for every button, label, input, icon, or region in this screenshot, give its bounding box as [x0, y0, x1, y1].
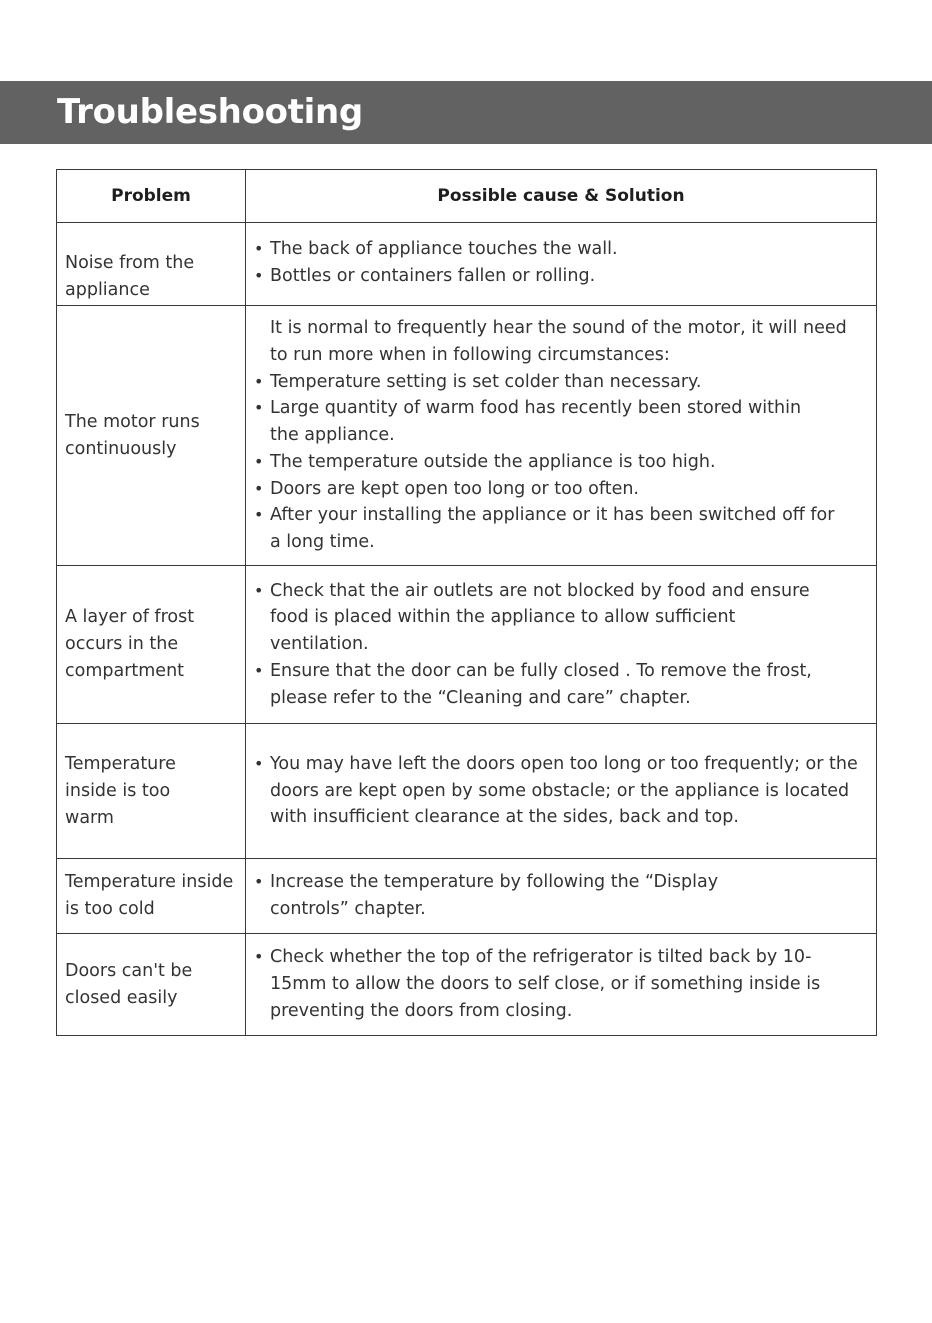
problem-cell	[57, 306, 246, 566]
table-row	[57, 223, 877, 306]
table-row	[57, 566, 877, 724]
solution-bullet: • Check whether the top of the refrigerator is tilted back by 10-15mm to allow the doors to self close, or if something inside is preventing the doors from closing.	[270, 944, 840, 1024]
problem-text: Doors can't be closed easily	[65, 960, 193, 1008]
table-row	[57, 306, 877, 566]
solution-bullet: • Ensure that the door can be fully closed . To remove the frost, please refer to the “Cleaning and care” chapter.	[270, 658, 870, 711]
problem-text: A layer of frost occurs in the compartment	[65, 607, 195, 681]
solution-bullet: • After your installing the appliance or it has been switched off for a long time.	[270, 502, 840, 555]
problem-text: Noise from the appliance	[65, 253, 195, 300]
page-title: Troubleshooting	[57, 92, 363, 132]
solution-cell	[246, 859, 877, 934]
solution-bullet: • Temperature setting is set colder than necessary.	[270, 369, 850, 396]
solution-bullet: • Large quantity of warm food has recently been stored within the appliance.	[270, 395, 810, 448]
troubleshooting-table	[56, 169, 877, 1036]
column-header-solution: Possible cause & Solution	[246, 170, 877, 223]
problem-cell	[57, 859, 246, 934]
solution-bullet: • The temperature outside the appliance is too high.	[270, 449, 850, 476]
solution-bullet: • The back of appliance touches the wall.	[270, 236, 870, 263]
problem-text: Temperature inside is too warm	[65, 753, 176, 828]
solution-bullet: • Bottles or containers fallen or rolling.	[270, 263, 870, 290]
table-row	[57, 724, 877, 859]
solution-cell	[246, 724, 877, 859]
header-bar	[0, 81, 932, 144]
solution-intro: It is normal to frequently hear the sound of the motor, it will need to run more when in following circumstances:	[270, 318, 847, 366]
problem-text: Temperature inside is too cold	[65, 872, 234, 919]
table-row	[57, 934, 877, 1036]
solution-cell	[246, 934, 877, 1036]
solution-bullet: • Check that the air outlets are not blocked by food and ensure food is placed within the appliance to allow sufficient ventilation.	[270, 578, 815, 658]
table-header-row	[57, 170, 877, 223]
solution-cell	[246, 306, 877, 566]
problem-cell	[57, 934, 246, 1036]
solution-cell	[246, 566, 877, 724]
solution-bullet: • Doors are kept open too long or too often.	[270, 476, 850, 503]
solution-cell	[246, 223, 877, 306]
problem-cell	[57, 724, 246, 859]
solution-bullet: • Increase the temperature by following the “Display controls” chapter.	[270, 869, 790, 922]
column-header-problem: Problem	[57, 170, 246, 223]
problem-cell	[57, 566, 246, 724]
problem-cell	[57, 223, 246, 306]
table-row	[57, 859, 877, 934]
solution-bullet: • You may have left the doors open too long or too frequently; or the doors are kept open by some obstacle; or the appliance is located with insufficient clearance at the sides, back and top.	[270, 751, 870, 831]
problem-text: The motor runs continuously	[65, 411, 200, 459]
